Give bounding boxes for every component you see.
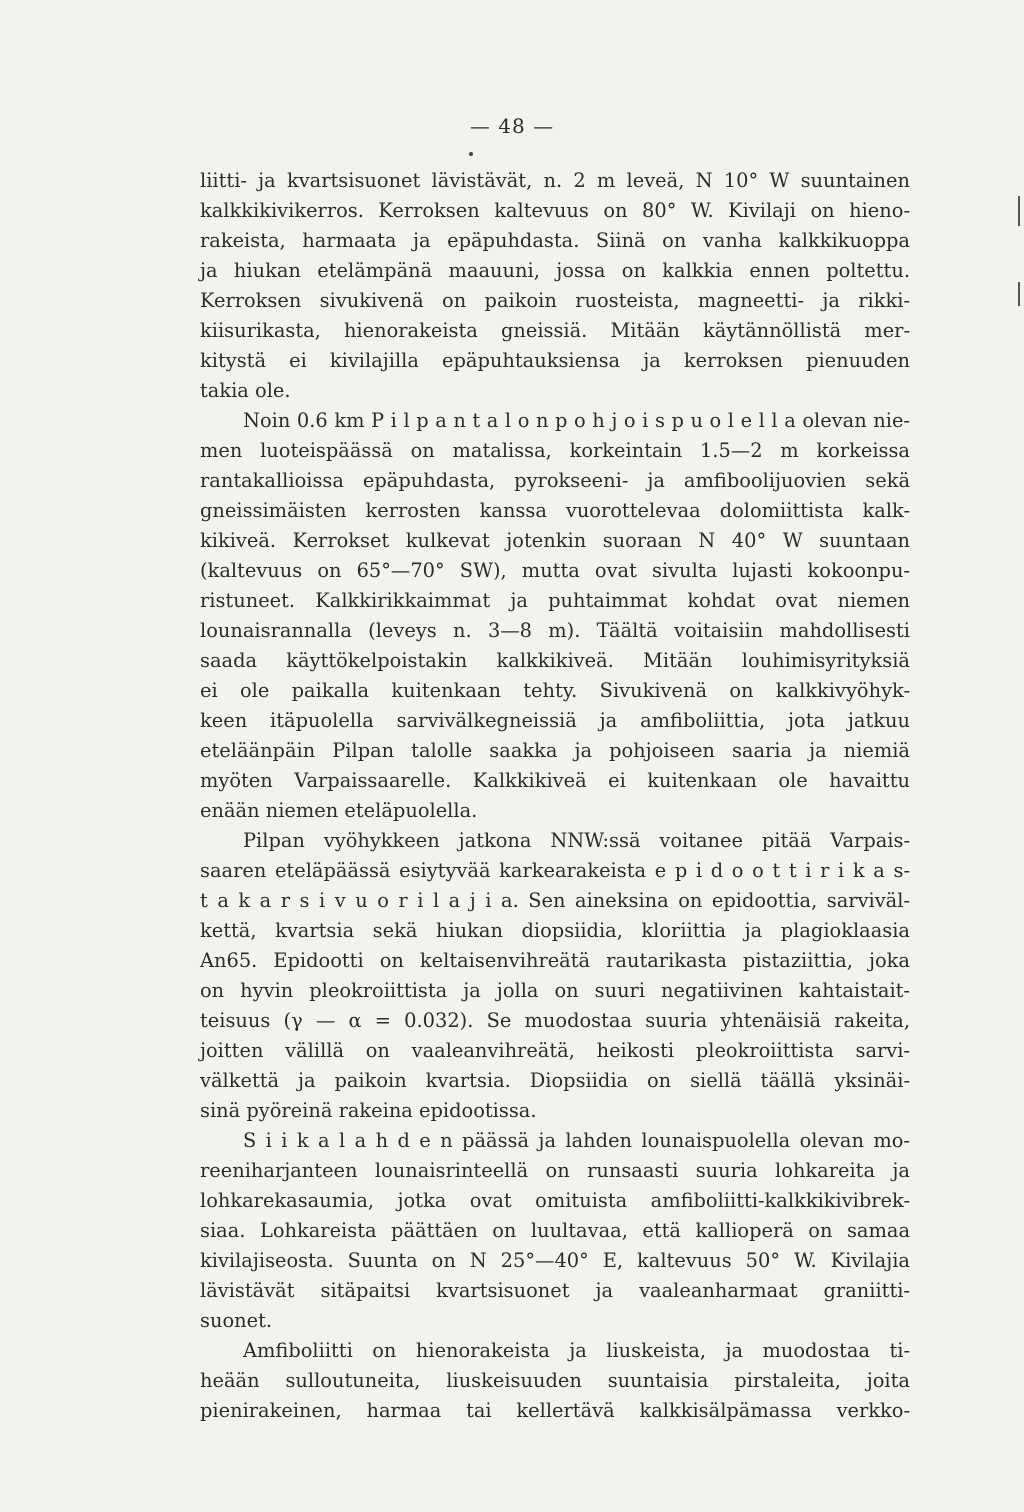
text-line: kikiveä. Kerrokset kulkevat jotenkin suoraan N 40° W suuntaan <box>200 529 910 552</box>
page-number: — 48 — <box>469 114 555 138</box>
edge-scan-mark <box>1018 196 1020 226</box>
text-line: kiisurikasta, hienorakeista gneissiä. Mitään käytännöllistä mer- <box>200 319 910 342</box>
text-line: An65. Epidootti on keltaisenvihreätä rautarikasta pistaziittia, joka <box>200 949 910 972</box>
text-line: sinä pyöreinä rakeina epidootissa. <box>200 1099 537 1122</box>
text-line: takia ole. <box>200 379 291 402</box>
body-text <box>200 166 910 1426</box>
text-line: kettä, kvartsia sekä hiukan diopsiidia, kloriittia ja plagioklaasia <box>200 919 910 942</box>
text-line: ja hiukan etelämpänä maauuni, jossa on kalkkia ennen poltettu. <box>200 259 910 282</box>
text-line: teisuus (γ — α = 0.032). Se muodostaa suuria yhtenäisiä rakeita, <box>200 1009 910 1032</box>
text-line: keen itäpuolella sarvivälkegneissiä ja amfiboliittia, jota jatkuu <box>200 709 910 732</box>
text-line: siaa. Lohkareista päättäen on luultavaa, että kallioperä on samaa <box>200 1219 910 1242</box>
text-line: kalkkikivikerros. Kerroksen kaltevuus on 80° W. Kivilaji on hieno- <box>200 199 910 222</box>
text-line: Amfiboliitti on hienorakeista ja liuskeista, ja muodostaa ti- <box>243 1339 910 1362</box>
text-line: rantakallioissa epäpuhdasta, pyrokseeni- ja amfiboolijuovien sekä <box>200 469 910 492</box>
text-line: eteläänpäin Pilpan talolle saakka ja pohjoiseen saaria ja niemiä <box>200 739 910 762</box>
text-line: suonet. <box>200 1309 273 1332</box>
edge-scan-mark <box>1018 282 1020 306</box>
text-line: Kerroksen sivukivenä on paikoin ruosteista, magneetti- ja rikki- <box>200 289 910 312</box>
text-line: joitten välillä on vaaleanvihreätä, heikosti pleokroiittista sarvi- <box>200 1039 910 1062</box>
text-line: reeniharjanteen lounaisrinteellä on runsaasti suuria lohkareita ja <box>200 1159 910 1182</box>
text-line: kivilajiseosta. Suunta on N 25°—40° E, kaltevuus 50° W. Kivilajia <box>200 1249 910 1272</box>
text-line: on hyvin pleokroiittista ja jolla on suuri negatiivinen kahtaistait- <box>200 979 910 1002</box>
text-line: heään sulloutuneita, liuskeisuuden suuntaisia pirstaleita, joita <box>200 1369 910 1392</box>
text-line: lohkarekasaumia, jotka ovat omituista amfiboliitti-kalkkikivibrek- <box>200 1189 910 1212</box>
text-line: liitti- ja kvartsisuonet lävistävät, n. 2 m leveä, N 10° W suuntainen <box>200 169 910 192</box>
text-line: lävistävät sitäpaitsi kvartsisuonet ja vaaleanharmaat graniitti- <box>200 1279 910 1302</box>
ink-speck <box>469 152 473 156</box>
text-line: ei ole paikalla kuitenkaan tehty. Sivukivenä on kalkkivyöhyk- <box>200 679 910 702</box>
text-line: enään niemen eteläpuolella. <box>200 799 478 822</box>
text-line: myöten Varpaissaarelle. Kalkkikiveä ei kuitenkaan ole havaittu <box>200 769 910 792</box>
text-line: t a k a r s i v u o r i l a j i a. Sen aineksina on epidoottia, sarviväl- <box>200 889 910 912</box>
text-line: rakeista, harmaata ja epäpuhdasta. Siinä on vanha kalkkikuoppa <box>200 229 910 252</box>
text-line: pienirakeinen, harmaa tai kellertävä kalkkisälpämassa verkko- <box>200 1399 910 1422</box>
text-line: lounaisrannalla (leveys n. 3—8 m). Täältä voitaisiin mahdollisesti <box>200 619 910 642</box>
text-line: Pilpan vyöhykkeen jatkona NNW:ssä voitanee pitää Varpais- <box>243 829 910 852</box>
text-line: gneissimäisten kerrosten kanssa vuorottelevaa dolomiittista kalk- <box>200 499 910 522</box>
text-line: välkettä ja paikoin kvartsia. Diopsiidia on siellä täällä yksinäi- <box>200 1069 910 1092</box>
text-line: (kaltevuus on 65°—70° SW), mutta ovat sivulta lujasti kokoonpu- <box>200 559 910 582</box>
text-line: S i i k a l a h d e n päässä ja lahden lounaispuolella olevan mo- <box>243 1129 910 1152</box>
text-line: kitystä ei kivilajilla epäpuhtauksiensa ja kerroksen pienuuden <box>200 349 910 372</box>
text-line: saaren eteläpäässä esiytyvää karkearakeista e p i d o o t t i r i k a s- <box>200 859 910 882</box>
text-line: Noin 0.6 km P i l p a n t a l o n p o h j o i s p u o l e l l a olevan nie- <box>243 409 910 432</box>
text-line: ristuneet. Kalkkirikkaimmat ja puhtaimmat kohdat ovat niemen <box>200 589 910 612</box>
text-line: men luoteispäässä on matalissa, korkeintain 1.5—2 m korkeissa <box>200 439 910 462</box>
text-line: saada käyttökelpoistakin kalkkikiveä. Mitään louhimisyrityksiä <box>200 649 910 672</box>
